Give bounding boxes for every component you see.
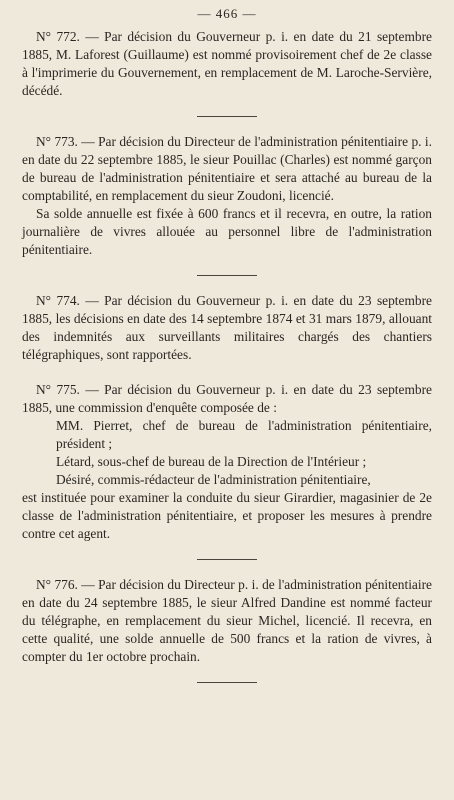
decision-number: N° 774. [36, 293, 80, 308]
decision-776 [22, 576, 432, 666]
decision-text: — Par décision du Directeur de l'administration pénitentiaire p. i. en date du 22 septembre 1885, le sieur Pouillac (Charles) est nommé garçon de bureau de l'administration pénitentiaire et sera attaché au bureau de la comptabilité, en remplacement du sieur Zoudoni, licencié. [22, 134, 432, 203]
decision-text: — Par décision du Directeur p. i. de l'administration pénitentiaire en date du 24 septembre 1885, le sieur Alfred Dandine est nommé facteur du télégraphe, en remplacement du sieur Michel, licencié. Il recevra, en cette qualité, une solde annuelle de 500 francs et la ration de vivres, à compter du 1er octobre prochain. [22, 577, 432, 664]
section-divider [197, 275, 257, 276]
commission-member: MM. Pierret, chef de bureau de l'administration pénitentiaire, président ; [56, 418, 432, 451]
decision-number: N° 776. [36, 577, 78, 592]
decision-773 [22, 133, 432, 259]
decision-text: — Par décision du Gouverneur p. i. en date du 23 septembre 1885, une commission d'enquête composée de : [22, 382, 432, 415]
decision-number: N° 772. [36, 29, 80, 44]
commission-member: Désiré, commis-rédacteur de l'administration pénitentiaire, [56, 472, 371, 487]
decision-number: N° 775. [36, 382, 80, 397]
section-divider [197, 559, 257, 560]
decision-conclusion: est instituée pour examiner la conduite du sieur Girardier, magasinier de 2e classe de l'administration pénitentiaire, et proposer les mesures à prendre contre cet agent. [22, 490, 432, 541]
section-divider [197, 116, 257, 117]
decision-775 [22, 381, 432, 543]
decision-number: N° 773. [36, 134, 78, 149]
page-number: — 466 — [197, 6, 257, 21]
decision-774 [22, 292, 432, 364]
decision-text: — Par décision du Gouverneur p. i. en date du 23 septembre 1885, les décisions en date des 14 septembre 1874 et 31 mars 1879, allouant des indemnités aux surveillants militaires chargés des chantiers télégraphiques, sont rapportées. [22, 293, 432, 362]
decision-text: — Par décision du Gouverneur p. i. en date du 21 septembre 1885, M. Laforest (Guillaume) est nommé provisoirement chef de 2e classe à l'imprimerie du Gouvernement, en remplacement de M. Laroche-Servière, décédé. [22, 29, 432, 98]
commission-members [22, 417, 432, 489]
decision-772 [22, 28, 432, 100]
section-divider [197, 682, 257, 683]
decision-extra-paragraph: Sa solde annuelle est fixée à 600 francs et il recevra, en outre, la ration journalière de vivres allouée au personnel libre de l'administration pénitentiaire. [22, 206, 432, 257]
commission-member: Létard, sous-chef de bureau de la Direction de l'Intérieur ; [56, 454, 367, 469]
